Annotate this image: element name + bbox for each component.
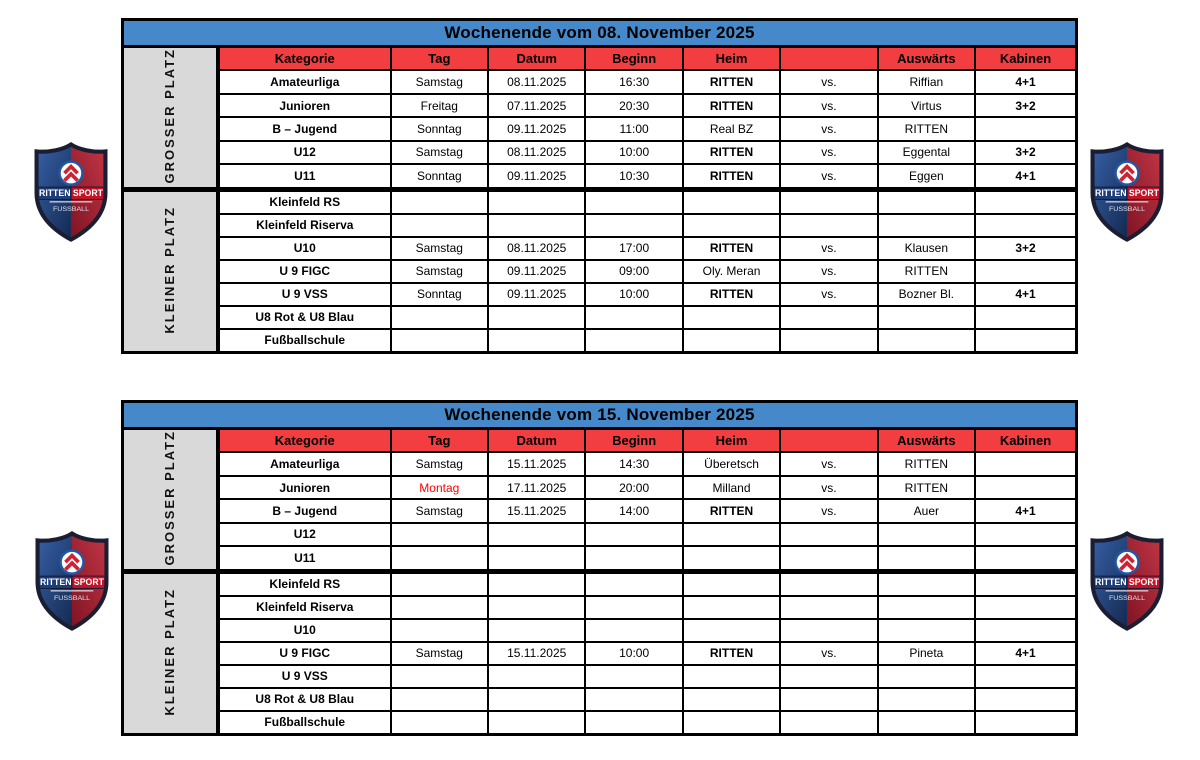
cell-auswaerts: Pineta: [878, 642, 975, 665]
cell-datum: 15.11.2025: [488, 452, 585, 475]
cell-kategorie: Junioren: [218, 476, 391, 499]
cell-datum: [488, 189, 585, 214]
cell-tag: [391, 665, 488, 688]
crest-subtitle: FUSSBALL: [53, 594, 91, 602]
match-row: [123, 571, 1077, 596]
match-row: [123, 523, 1077, 546]
cell-tag: Sonntag: [391, 164, 488, 189]
cell-tag: Samstag: [391, 141, 488, 164]
cell-auswaerts: Bozner Bl.: [878, 283, 975, 306]
cell-heim: RITTEN: [683, 141, 780, 164]
club-logo-bottom-right: [1086, 530, 1168, 632]
cell-datum: 15.11.2025: [488, 499, 585, 522]
match-row: [123, 688, 1077, 711]
pitch-section-label: [123, 571, 218, 734]
cell-auswaerts: [878, 665, 975, 688]
cell-tag: [391, 619, 488, 642]
cell-kabinen: [975, 452, 1076, 475]
club-logo-top-left: [30, 141, 112, 243]
cell-datum: 17.11.2025: [488, 476, 585, 499]
match-row: [123, 214, 1077, 237]
cell-heim: [683, 571, 780, 596]
cell-tag: [391, 596, 488, 619]
cell-vs: vs.: [780, 283, 877, 306]
cell-vs: vs.: [780, 476, 877, 499]
cell-kategorie: U11: [218, 546, 391, 571]
cell-kategorie: Fußballschule: [218, 711, 391, 735]
cell-heim: [683, 214, 780, 237]
cell-heim: Überetsch: [683, 452, 780, 475]
cell-heim: Real BZ: [683, 117, 780, 140]
match-row: [123, 141, 1077, 164]
column-header-row: [123, 47, 1077, 71]
cell-heim: RITTEN: [683, 237, 780, 260]
cell-datum: [488, 665, 585, 688]
cell-tag: Samstag: [391, 452, 488, 475]
cell-vs: [780, 523, 877, 546]
cell-datum: 08.11.2025: [488, 141, 585, 164]
cell-beginn: [585, 619, 682, 642]
pitch-section-label-text: KLEINER PLATZ: [162, 587, 178, 716]
cell-tag: [391, 523, 488, 546]
weekend-table-1: [121, 18, 1078, 354]
cell-heim: RITTEN: [683, 283, 780, 306]
header-auswaerts: Auswärts: [878, 47, 975, 71]
cell-heim: Milland: [683, 476, 780, 499]
cell-kategorie: Kleinfeld RS: [218, 571, 391, 596]
club-crest-svg: [1086, 530, 1168, 632]
cell-tag: Freitag: [391, 94, 488, 117]
header-datum: Datum: [488, 429, 585, 453]
cell-datum: 09.11.2025: [488, 164, 585, 189]
cell-beginn: 16:30: [585, 70, 682, 93]
match-row: [123, 189, 1077, 214]
cell-beginn: 20:30: [585, 94, 682, 117]
cell-vs: [780, 329, 877, 353]
cell-kategorie: U 9 FIGC: [218, 260, 391, 283]
cell-vs: vs.: [780, 499, 877, 522]
match-row: [123, 452, 1077, 475]
cell-kategorie: Kleinfeld Riserva: [218, 596, 391, 619]
cell-kategorie: U 9 VSS: [218, 665, 391, 688]
match-row: [123, 94, 1077, 117]
cell-kabinen: 4+1: [975, 642, 1076, 665]
cell-kabinen: 4+1: [975, 70, 1076, 93]
cell-kabinen: 4+1: [975, 164, 1076, 189]
cell-auswaerts: RITTEN: [878, 452, 975, 475]
cell-kabinen: [975, 306, 1076, 329]
match-row: [123, 237, 1077, 260]
cell-vs: [780, 665, 877, 688]
cell-vs: [780, 189, 877, 214]
pitch-section-label: [123, 189, 218, 352]
cell-auswaerts: Auer: [878, 499, 975, 522]
cell-datum: [488, 306, 585, 329]
table-1-grid: [121, 45, 1078, 354]
cell-datum: 09.11.2025: [488, 117, 585, 140]
cell-auswaerts: Eggen: [878, 164, 975, 189]
cell-auswaerts: [878, 688, 975, 711]
cell-datum: 08.11.2025: [488, 70, 585, 93]
cell-auswaerts: RITTEN: [878, 260, 975, 283]
match-row: [123, 164, 1077, 189]
cell-auswaerts: Eggental: [878, 141, 975, 164]
cell-datum: [488, 571, 585, 596]
cell-kategorie: U12: [218, 141, 391, 164]
cell-kategorie: Kleinfeld RS: [218, 189, 391, 214]
cell-datum: [488, 688, 585, 711]
cell-beginn: 10:00: [585, 642, 682, 665]
cell-datum: 09.11.2025: [488, 260, 585, 283]
pitch-section-label-text: KLEINER PLATZ: [162, 205, 178, 334]
header-vs: [780, 47, 877, 71]
cell-beginn: 14:00: [585, 499, 682, 522]
cell-kategorie: B – Jugend: [218, 117, 391, 140]
match-row: [123, 642, 1077, 665]
cell-kategorie: Kleinfeld Riserva: [218, 214, 391, 237]
cell-heim: RITTEN: [683, 70, 780, 93]
cell-kabinen: [975, 476, 1076, 499]
cell-kategorie: B – Jugend: [218, 499, 391, 522]
cell-auswaerts: [878, 214, 975, 237]
cell-kabinen: [975, 688, 1076, 711]
cell-datum: 08.11.2025: [488, 237, 585, 260]
cell-vs: vs.: [780, 452, 877, 475]
cell-vs: vs.: [780, 117, 877, 140]
match-row: [123, 260, 1077, 283]
cell-heim: [683, 546, 780, 571]
cell-heim: [683, 523, 780, 546]
cell-tag: [391, 306, 488, 329]
cell-beginn: 10:00: [585, 141, 682, 164]
crest-wordmark: RITTEN SPORT: [1095, 577, 1160, 588]
header-heim: Heim: [683, 47, 780, 71]
cell-heim: RITTEN: [683, 499, 780, 522]
cell-vs: [780, 546, 877, 571]
cell-kabinen: [975, 596, 1076, 619]
cell-beginn: [585, 189, 682, 214]
cell-auswaerts: [878, 306, 975, 329]
crest-subtitle: FUSSBALL: [1108, 205, 1146, 213]
cell-beginn: [585, 571, 682, 596]
cell-vs: [780, 306, 877, 329]
cell-heim: [683, 306, 780, 329]
cell-tag: Sonntag: [391, 117, 488, 140]
cell-kabinen: [975, 117, 1076, 140]
match-row: [123, 711, 1077, 735]
cell-datum: [488, 619, 585, 642]
header-beginn: Beginn: [585, 429, 682, 453]
cell-tag: Montag: [391, 476, 488, 499]
cell-datum: [488, 329, 585, 353]
cell-tag: [391, 711, 488, 735]
cell-datum: [488, 214, 585, 237]
cell-auswaerts: [878, 619, 975, 642]
cell-vs: [780, 571, 877, 596]
cell-tag: [391, 546, 488, 571]
header-auswaerts: Auswärts: [878, 429, 975, 453]
cell-heim: [683, 329, 780, 353]
cell-kategorie: U10: [218, 619, 391, 642]
cell-auswaerts: Riffian: [878, 70, 975, 93]
match-row: [123, 499, 1077, 522]
cell-beginn: [585, 665, 682, 688]
cell-kategorie: U10: [218, 237, 391, 260]
cell-heim: [683, 189, 780, 214]
match-row: [123, 329, 1077, 353]
club-crest-svg: [1086, 141, 1168, 243]
cell-tag: [391, 329, 488, 353]
cell-kategorie: Amateurliga: [218, 452, 391, 475]
cell-auswaerts: [878, 711, 975, 735]
cell-beginn: 11:00: [585, 117, 682, 140]
cell-datum: [488, 523, 585, 546]
cell-beginn: 20:00: [585, 476, 682, 499]
table-2-grid: [121, 427, 1078, 736]
club-logo-top-right: [1086, 141, 1168, 243]
cell-kabinen: 4+1: [975, 499, 1076, 522]
cell-auswaerts: [878, 546, 975, 571]
match-row: [123, 619, 1077, 642]
header-vs: [780, 429, 877, 453]
match-row: [123, 283, 1077, 306]
cell-beginn: [585, 688, 682, 711]
table-2-title: Wochenende vom 15. November 2025: [121, 400, 1078, 427]
cell-heim: RITTEN: [683, 164, 780, 189]
match-row: [123, 70, 1077, 93]
cell-datum: [488, 711, 585, 735]
pitch-section-label-text: GROSSER PLATZ: [162, 48, 178, 184]
match-row: [123, 546, 1077, 571]
cell-tag: [391, 214, 488, 237]
pitch-section-label: [123, 429, 218, 572]
cell-auswaerts: RITTEN: [878, 476, 975, 499]
cell-beginn: [585, 306, 682, 329]
header-kategorie: Kategorie: [218, 47, 391, 71]
cell-beginn: 14:30: [585, 452, 682, 475]
cell-auswaerts: [878, 523, 975, 546]
cell-auswaerts: Klausen: [878, 237, 975, 260]
cell-kabinen: [975, 523, 1076, 546]
pitch-section-label: [123, 47, 218, 190]
cell-beginn: 10:00: [585, 283, 682, 306]
crest-wordmark: RITTEN SPORT: [1095, 188, 1160, 199]
cell-vs: vs.: [780, 70, 877, 93]
cell-beginn: 17:00: [585, 237, 682, 260]
table-1-title: Wochenende vom 08. November 2025: [121, 18, 1078, 45]
cell-vs: [780, 711, 877, 735]
cell-beginn: [585, 596, 682, 619]
cell-kabinen: [975, 329, 1076, 353]
crest-wordmark: RITTEN SPORT: [39, 188, 104, 199]
cell-vs: vs.: [780, 237, 877, 260]
cell-vs: vs.: [780, 141, 877, 164]
cell-kabinen: 3+2: [975, 94, 1076, 117]
cell-tag: [391, 189, 488, 214]
cell-kabinen: 3+2: [975, 237, 1076, 260]
cell-datum: [488, 546, 585, 571]
club-logo-bottom-left: [31, 530, 113, 632]
cell-vs: [780, 214, 877, 237]
cell-kabinen: [975, 214, 1076, 237]
cell-heim: Oly. Meran: [683, 260, 780, 283]
cell-tag: [391, 688, 488, 711]
cell-datum: [488, 596, 585, 619]
cell-heim: [683, 596, 780, 619]
cell-heim: RITTEN: [683, 642, 780, 665]
cell-kabinen: [975, 619, 1076, 642]
club-crest-svg: [30, 141, 112, 243]
cell-heim: [683, 711, 780, 735]
cell-kabinen: [975, 571, 1076, 596]
cell-vs: [780, 619, 877, 642]
cell-kategorie: U11: [218, 164, 391, 189]
cell-vs: [780, 596, 877, 619]
cell-tag: [391, 571, 488, 596]
cell-kabinen: [975, 260, 1076, 283]
cell-kategorie: Amateurliga: [218, 70, 391, 93]
header-heim: Heim: [683, 429, 780, 453]
cell-vs: vs.: [780, 164, 877, 189]
header-tag: Tag: [391, 429, 488, 453]
cell-vs: vs.: [780, 94, 877, 117]
match-row: [123, 476, 1077, 499]
cell-vs: vs.: [780, 260, 877, 283]
cell-datum: 07.11.2025: [488, 94, 585, 117]
cell-kategorie: Junioren: [218, 94, 391, 117]
cell-beginn: [585, 329, 682, 353]
cell-kategorie: Fußballschule: [218, 329, 391, 353]
column-header-row: [123, 429, 1077, 453]
header-beginn: Beginn: [585, 47, 682, 71]
cell-heim: RITTEN: [683, 94, 780, 117]
cell-auswaerts: [878, 189, 975, 214]
cell-heim: [683, 619, 780, 642]
cell-tag: Samstag: [391, 237, 488, 260]
cell-kabinen: [975, 546, 1076, 571]
cell-auswaerts: RITTEN: [878, 117, 975, 140]
cell-auswaerts: [878, 329, 975, 353]
cell-kategorie: U 9 VSS: [218, 283, 391, 306]
cell-heim: [683, 688, 780, 711]
cell-tag: Samstag: [391, 70, 488, 93]
cell-tag: Samstag: [391, 499, 488, 522]
match-row: [123, 665, 1077, 688]
cell-beginn: 09:00: [585, 260, 682, 283]
crest-wordmark: RITTEN SPORT: [40, 577, 105, 588]
cell-beginn: [585, 214, 682, 237]
cell-auswaerts: Virtus: [878, 94, 975, 117]
cell-datum: 09.11.2025: [488, 283, 585, 306]
cell-tag: Samstag: [391, 642, 488, 665]
cell-heim: [683, 665, 780, 688]
cell-kategorie: U12: [218, 523, 391, 546]
crest-subtitle: FUSSBALL: [1108, 594, 1146, 602]
cell-beginn: [585, 523, 682, 546]
match-row: [123, 306, 1077, 329]
header-kategorie: Kategorie: [218, 429, 391, 453]
cell-kabinen: [975, 189, 1076, 214]
header-tag: Tag: [391, 47, 488, 71]
cell-kategorie: U8 Rot & U8 Blau: [218, 688, 391, 711]
cell-tag: Samstag: [391, 260, 488, 283]
cell-kategorie: U8 Rot & U8 Blau: [218, 306, 391, 329]
weekend-table-2: [121, 400, 1078, 736]
cell-beginn: [585, 711, 682, 735]
cell-kabinen: [975, 665, 1076, 688]
header-kabinen: Kabinen: [975, 47, 1076, 71]
cell-kabinen: [975, 711, 1076, 735]
cell-kategorie: U 9 FIGC: [218, 642, 391, 665]
pitch-section-label-text: GROSSER PLATZ: [162, 430, 178, 566]
crest-subtitle: FUSSBALL: [52, 205, 90, 213]
cell-kabinen: 4+1: [975, 283, 1076, 306]
cell-auswaerts: [878, 571, 975, 596]
header-datum: Datum: [488, 47, 585, 71]
cell-vs: vs.: [780, 642, 877, 665]
match-row: [123, 117, 1077, 140]
cell-auswaerts: [878, 596, 975, 619]
cell-beginn: 10:30: [585, 164, 682, 189]
cell-vs: [780, 688, 877, 711]
match-row: [123, 596, 1077, 619]
cell-tag: Sonntag: [391, 283, 488, 306]
club-crest-svg: [31, 530, 113, 632]
cell-kabinen: 3+2: [975, 141, 1076, 164]
cell-datum: 15.11.2025: [488, 642, 585, 665]
cell-beginn: [585, 546, 682, 571]
header-kabinen: Kabinen: [975, 429, 1076, 453]
